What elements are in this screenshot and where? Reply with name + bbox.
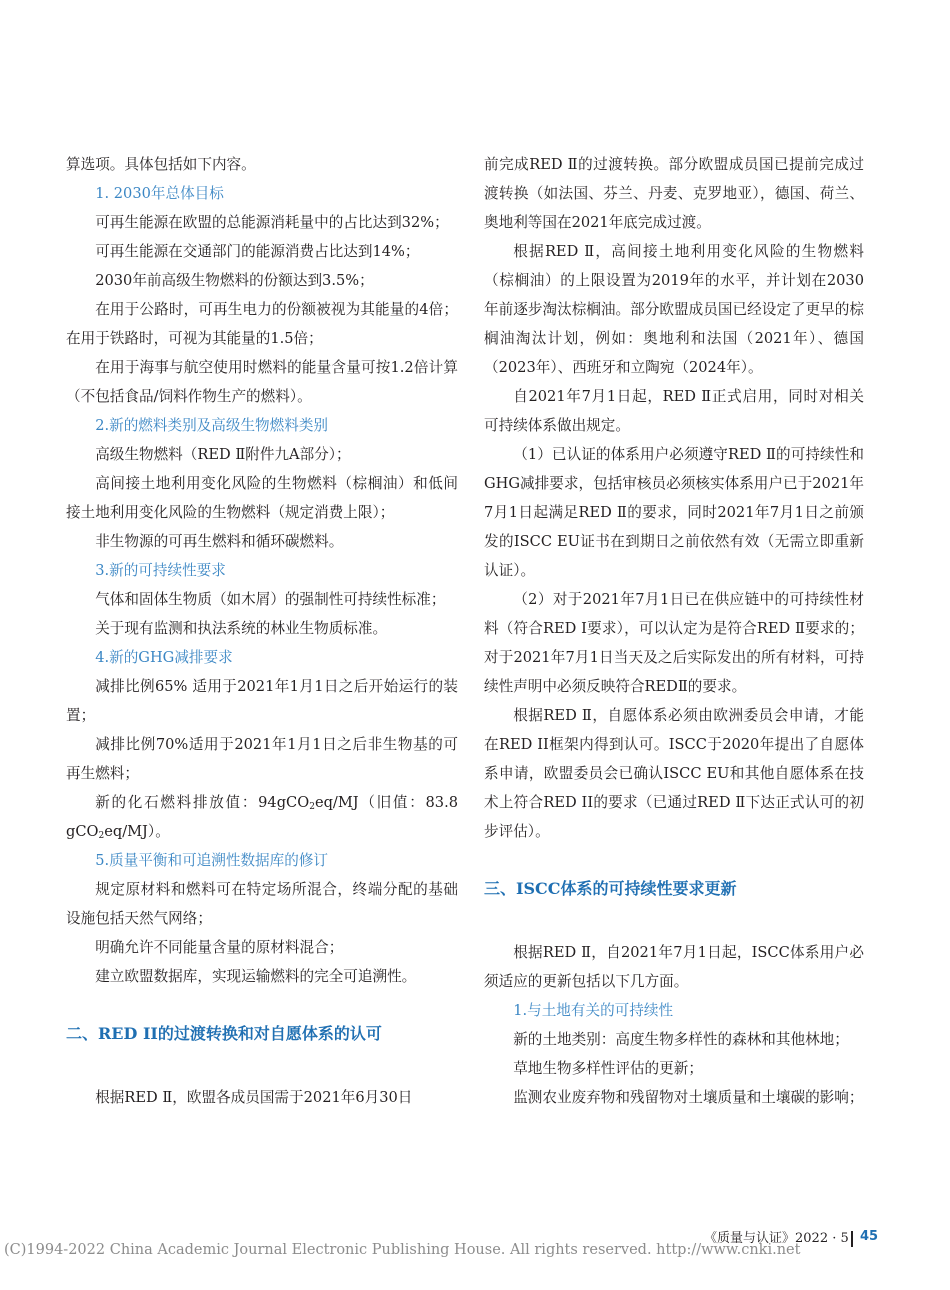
paragraph: 根据RED Ⅱ，欧盟各成员国需于2021年6月30日 [95, 1089, 413, 1106]
subheading: 3.新的可持续性要求 [95, 562, 226, 579]
footer-divider [851, 1231, 853, 1247]
paragraph: 在用于海事与航空使用时燃料的能量含量可按1.2倍计算（不包括食品/饲料作物生产的燃料）。 [66, 359, 458, 405]
paragraph: 减排比例70%适用于2021年1月1日之后非生物基的可再生燃料； [66, 736, 458, 782]
paragraph: （2）对于2021年7月1日已在供应链中的可持续性材料（符合RED Ⅰ要求），可以认定为是符合RED Ⅱ要求的；对于2021年7月1日当天及之后实际发出的所有材料，可持续性声明中必须反映符合REDⅡ的要求。 [484, 591, 864, 695]
paragraph: 2030年前高级生物燃料的份额达到3.5%； [95, 272, 374, 289]
paragraph: 监测农业废弃物和残留物对土壤质量和土壤碳的影响； [513, 1089, 864, 1106]
journal-footer: 《质量与认证》2022 · 5 [704, 1231, 849, 1246]
paragraph: 减排比例65% 适用于2021年1月1日之后开始运行的装置； [66, 678, 458, 724]
subheading: 2.新的燃料类别及高级生物燃料类别 [95, 417, 329, 434]
paragraph: 前完成RED Ⅱ的过渡转换。部分欧盟成员国已提前完成过渡转换（如法国、芬兰、丹麦、克罗地亚），德国、荷兰、奥地利等国在2021年底完成过渡。 [484, 156, 864, 231]
paragraph: 高级生物燃料（RED Ⅱ附件九A部分）； [95, 446, 351, 463]
paragraph-emission-value: 新的化石燃料排放值：94gCO$_2$eq/MJ（旧值：83.8 gCO$_2$eq/MJ）。 [66, 794, 459, 841]
paragraph: 根据RED Ⅱ，自2021年7月1日起，ISCC体系用户必须适应的更新包括以下几方面。 [484, 944, 864, 990]
paragraph: 规定原材料和燃料可在特定场所混合，终端分配的基础设施包括天然气网络； [66, 881, 458, 927]
paragraph: 草地生物多样性评估的更新； [513, 1060, 703, 1077]
subheading: 1.与土地有关的可持续性 [513, 1002, 674, 1019]
left-column [66, 150, 458, 1112]
paragraph: 在用于公路时，可再生电力的份额被视为其能量的4倍；在用于铁路时，可视为其能量的1.5倍； [66, 301, 458, 347]
section-heading: 二、RED II的过渡转换和对自愿体系的认可 [66, 1024, 382, 1043]
subheading: 4.新的GHG减排要求 [95, 649, 233, 666]
paragraph: 根据RED Ⅱ，自愿体系必须由欧洲委员会申请，才能在RED II框架内得到认可。ISCC于2020年提出了自愿体系申请，欧盟委员会已确认ISCC EU和其他自愿体系在技术上符合RED II的要求（已通过RED Ⅱ下达正式认可的初步评估）。 [484, 707, 864, 840]
paragraph: 非生物源的可再生燃料和循环碳燃料。 [95, 533, 344, 550]
section-heading: 三、ISCC体系的可持续性要求更新 [484, 879, 737, 898]
paragraph: 算选项。具体包括如下内容。 [66, 156, 256, 173]
paragraph: 根据RED Ⅱ，高间接土地利用变化风险的生物燃料（棕榈油）的上限设置为2019年的水平，并计划在2030年前逐步淘汰棕榈油。部分欧盟成员国已经设定了更早的棕榈油淘汰计划，例如：奥地利和法国（2021年）、德国（2023年）、西班牙和立陶宛（2024年）。 [484, 243, 864, 376]
paragraph: 明确允许不同能量含量的原材料混合； [95, 939, 344, 956]
copyright-watermark: (C)1994-2022 China Academic Journal Electronic Publishing House. All rights reserved. http://www.cnki.net [4, 1242, 801, 1258]
right-column [484, 150, 864, 1112]
paragraph: 自2021年7月1日起，RED Ⅱ正式启用，同时对相关可持续体系做出规定。 [484, 388, 864, 434]
paragraph: 可再生能源在交通部门的能源消费占比达到14%； [95, 243, 420, 260]
page-number: 45 [860, 1229, 879, 1244]
paragraph: 建立欧盟数据库，实现运输燃料的完全可追溯性。 [95, 968, 417, 985]
subheading: 5.质量平衡和可追溯性数据库的修订 [95, 852, 329, 869]
subheading: 1. 2030年总体目标 [95, 185, 224, 202]
paragraph: 气体和固体生物质（如木屑）的强制性可持续性标准； [95, 591, 446, 608]
paragraph: 新的土地类别：高度生物多样性的森林和其他林地； [513, 1031, 849, 1048]
paragraph: 高间接土地利用变化风险的生物燃料（棕榈油）和低间接土地利用变化风险的生物燃料（规定消费上限）； [66, 475, 458, 521]
paragraph: 关于现有监测和执法系统的林业生物质标准。 [95, 620, 388, 637]
paragraph: （1）已认证的体系用户必须遵守RED Ⅱ的可持续性和GHG减排要求，包括审核员必须核实体系用户已于2021年7月1日起满足RED Ⅱ的要求，同时2021年7月1日之前颁发的ISCC EU证书在到期日之前依然有效（无需立即重新认证）。 [484, 446, 864, 579]
paragraph: 可再生能源在欧盟的总能源消耗量中的占比达到32%； [95, 214, 449, 231]
